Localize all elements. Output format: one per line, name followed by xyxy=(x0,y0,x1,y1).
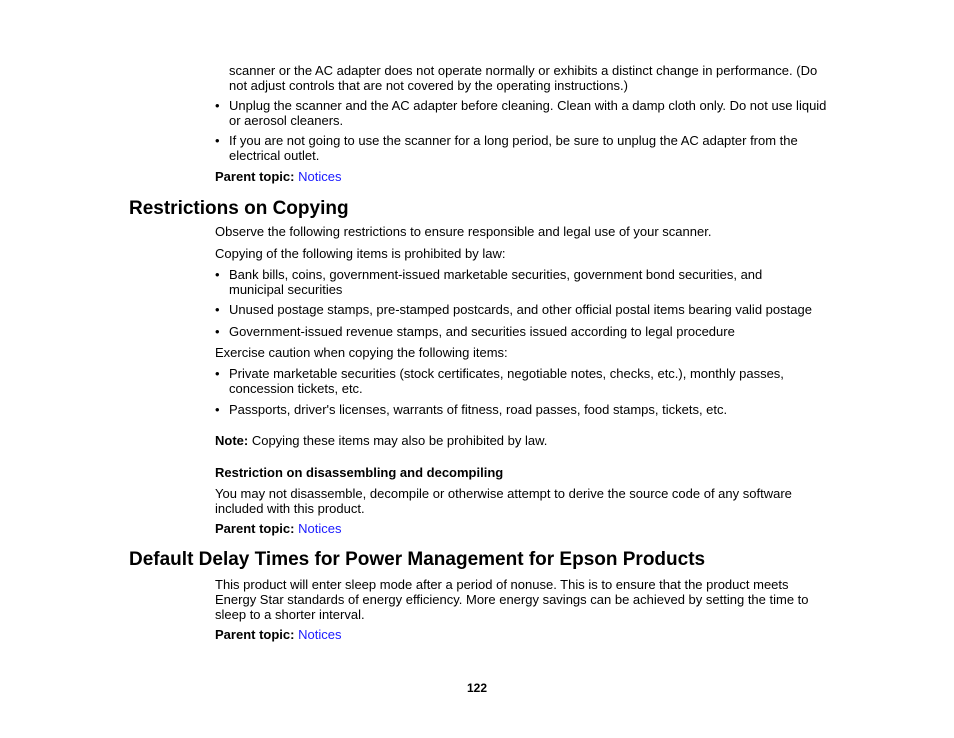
list-item xyxy=(215,133,829,163)
note-label: Note: xyxy=(215,433,249,448)
list-item-text: Private marketable securities (stock certificates, negotiable notes, checks, etc.), monthly passes, concession tickets, etc. xyxy=(229,366,784,396)
bullet-icon: • xyxy=(215,366,220,381)
parent-topic-label: Parent topic: xyxy=(215,169,295,184)
bullet-icon: • xyxy=(215,267,220,282)
list-item xyxy=(215,402,829,417)
list-item-text: Unplug the scanner and the AC adapter before cleaning. Clean with a damp cloth only. Do not use liquid or aerosol cleaners. xyxy=(229,98,827,128)
list-item xyxy=(215,366,804,396)
list-item xyxy=(215,302,829,317)
bullet-icon: • xyxy=(215,98,220,113)
delay-text: This product will enter sleep mode after a period of nonuse. This is to ensure that the product meets Energy Star standards of energy efficiency. More energy savings can be achieved by setting the time to sleep to a shorter interval. xyxy=(215,577,809,622)
list-item xyxy=(215,98,829,128)
prohibited-intro: Copying of the following items is prohibited by law: xyxy=(215,246,506,261)
bullet-icon: • xyxy=(215,324,220,339)
list-item-text: Passports, driver's licenses, warrants of fitness, road passes, food stamps, tickets, etc. xyxy=(229,402,728,417)
bullet-icon: • xyxy=(215,133,220,148)
notices-link[interactable]: Notices xyxy=(298,627,342,642)
disassembling-text: You may not disassemble, decompile or otherwise attempt to derive the source code of any software included with this product. xyxy=(215,486,792,516)
restrictions-intro: Observe the following restrictions to ensure responsible and legal use of your scanner. xyxy=(215,224,712,239)
parent-topic xyxy=(215,627,341,642)
parent-topic-label: Parent topic: xyxy=(215,627,295,642)
list-item xyxy=(215,324,829,339)
bullet-icon: • xyxy=(215,302,220,317)
parent-topic xyxy=(215,521,341,536)
note xyxy=(215,433,825,448)
list-item-text: Government-issued revenue stamps, and securities issued according to legal procedure xyxy=(229,324,735,339)
parent-topic-label: Parent topic: xyxy=(215,521,295,536)
parent-topic xyxy=(215,169,341,184)
caution-intro: Exercise caution when copying the following items: xyxy=(215,345,508,360)
list-item-text: Bank bills, coins, government-issued marketable securities, government bond securities, and municipal securities xyxy=(229,267,763,297)
notices-link[interactable]: Notices xyxy=(298,169,342,184)
note-text: Copying these items may also be prohibited by law. xyxy=(248,433,548,448)
disassembling-subheading: Restriction on disassembling and decompiling xyxy=(215,465,504,480)
list-item-text: Unused postage stamps, pre-stamped postcards, and other official postal items bearing valid postage xyxy=(229,302,812,317)
restrictions-heading: Restrictions on Copying xyxy=(129,198,349,219)
list-item-text: If you are not going to use the scanner for a long period, be sure to unplug the AC adapter from the electrical outlet. xyxy=(229,133,798,163)
bullet-icon: • xyxy=(215,402,220,417)
page-number: 122 xyxy=(466,681,488,695)
delay-heading: Default Delay Times for Power Management for Epson Products xyxy=(129,549,706,570)
intro-continuation-text: scanner or the AC adapter does not operate normally or exhibits a distinct change in performance. (Do not adjust controls that are not covered by the operating instructions.) xyxy=(229,63,818,93)
notices-link[interactable]: Notices xyxy=(298,521,342,536)
list-item xyxy=(215,267,789,297)
